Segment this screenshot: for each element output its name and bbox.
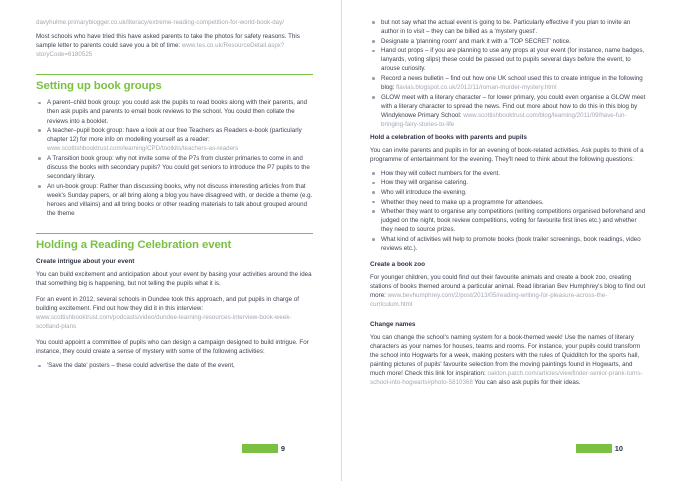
top-url-paragraph [36, 18, 313, 27]
bullet-url-link[interactable]: www.scottishbooktrust.com/blog/learning/2011/09/have-fun-bringing-fairy-stories-to-life [381, 111, 627, 129]
list-item [36, 98, 313, 125]
bullet-text: Whether they want to organise any competitions (writing competitions organised beforehand and judged on the night, book review competitions, voting for favourite first lines etc.) and whether they need to source prizes. [381, 208, 646, 234]
bullet-text: Who will introduce the evening. [381, 189, 467, 196]
list-item [370, 93, 647, 129]
bullet-text: A teacher–pupil book group: have a look at our free Teachers as Readers e-book (particularly chapter 12) for more info on modelling yourself as a reader: [47, 127, 302, 144]
book-zoo-url-link[interactable]: www.bevhumphrey.com/2/post/2013/05/reading-writing-for-pleasure-across-the-curriculum.html [370, 291, 608, 308]
subheading-hold-celebration: Hold a celebration of books with parents and pupils [370, 134, 527, 142]
section-heading-celebration: Holding a Reading Celebration event [36, 239, 232, 252]
list-item [36, 182, 313, 218]
spacer [36, 225, 313, 233]
page-right-column [370, 18, 647, 481]
intrigue-paragraph-3: You could appoint a committee of pupils who can design a campaign designed to build intrigue. For instance, they could create a sense of mystery with some of the following activities: [36, 339, 309, 356]
bullet-text: A parent–child book group: you could ask the pupils to read books along with their parents, and then ask pupils and parents to email book reviews to the school. You could then collate the reviews into a booklet. [47, 99, 308, 125]
list-item [370, 37, 647, 46]
book-zoo-text: For younger children, you could find out their favourite animals and create a book zoo, creating stations of books themed around a particular animal. Read librarian Bev Humphrey's blog to find out more: [370, 273, 646, 299]
intrigue-paragraph-2-text: For an event in 2012, several schools in Dundee took this approach, and put pupils in charge of building excitement. Find out how they did it in this interview: [36, 295, 299, 312]
page-right [342, 0, 683, 481]
list-item [370, 178, 647, 187]
page-left-column [36, 18, 313, 481]
list-item [370, 46, 647, 73]
bullet-text: How they will organise catering. [381, 179, 469, 187]
list-item [370, 74, 647, 92]
subheading-create-intrigue: Create intrigue about your event [36, 258, 135, 266]
folio-accent-bar [242, 444, 278, 454]
subheading-change-names: Change names [370, 321, 416, 329]
hogwarts-url-link[interactable]: oakton.patch.com/articles/viewfinder-senior-prank-turns-school-into-hogwarts#photo-5810368 [370, 369, 643, 386]
bullet-text: Hand out props – if you are planning to use any props at your event (for instance, name badges, lanyards, voting slips) these could be passed out to pupils several days before the event, to arouse curiosity. [381, 47, 645, 73]
intrigue-bullet-list-continued [370, 18, 647, 129]
intrigue-bullet-list [36, 361, 313, 370]
list-item [370, 169, 647, 178]
intro-url-link[interactable]: www.tes.co.uk/ResourceDetail.aspx?storyCode=6180525 [36, 42, 285, 59]
book-groups-bullet-list [36, 98, 313, 218]
intro-paragraph [36, 32, 313, 59]
change-names-paragraph [370, 333, 647, 388]
list-item [370, 235, 647, 253]
intrigue-paragraph-2 [36, 295, 313, 331]
page-folio-right [576, 444, 623, 454]
bullet-text: 'Save the date' posters – these could advertise the date of the event, [47, 362, 235, 370]
page-number: 9 [280, 443, 285, 453]
intrigue-paragraph-1: You can build excitement and anticipation about your event by basing your activities around the idea that something big is happening, but not telling the pupils what it is. [36, 270, 312, 287]
bullet-url-link[interactable]: www.scottishbooktrust.com/learning/CPD/toolkits/teachers-as-readers [47, 145, 239, 153]
section-heading-book-groups-wrap [36, 74, 313, 93]
list-item [36, 361, 313, 370]
top-url-link[interactable]: davyhulme.primaryblogger.co.uk/literacy/extreme-reading-competition-for-world-book-day/ [36, 19, 284, 26]
change-names-text: You can change the school's naming system for a book-themed week! Use the names of literary characters as your names for houses, teams and rooms. For instance, your pupils could transform the school into Hogwarts for a week, making posters with the rules of Quidditch for the sports hall, painting pictures of pupils' favourite selection from the moving paintings found in Hogwarts, and much more! Check this link for inspiration: [370, 333, 641, 377]
list-item [36, 154, 313, 181]
section-heading-book-groups: Setting up book groups [36, 80, 162, 93]
celebration-question-list [370, 169, 647, 253]
change-names-text-after: You can also ask pupils for their ideas. [472, 379, 581, 386]
list-item [370, 207, 647, 234]
spacer [36, 66, 313, 74]
bullet-continuation-text: but not say what the actual event is going to be. Particularly effective if you plan to invite an author in to visit – they can be billed as a 'mystery guest'. [381, 19, 631, 36]
page-folio-left [242, 444, 285, 454]
page-number: 10 [614, 443, 623, 453]
dundee-interview-url-link[interactable]: www.scottishbooktrust.com/podcasts/video/dundee-learning-resources-interview-book-week-scotland-plans [36, 313, 292, 331]
bullet-text: GLOW meet with a literary character – for lower primary, you could even organise a GLOW meet with a literary character to spread the news. Find out more about how to do this in this blog by Windyknowe Primary School: [381, 93, 646, 119]
list-item [36, 126, 313, 153]
page-left [0, 0, 341, 481]
bullet-url-link[interactable]: flavias.blogspot.co.uk/2012/11/roman-murder-mystery.html [396, 84, 557, 92]
folio-accent-bar [576, 444, 612, 454]
intro-paragraph-text: Most schools who have tried this have asked parents to take the photos for safety reasons. This sample letter to parents could save you a bit of time: [36, 33, 300, 50]
bullet-text: Designate a 'planning room' and mark it with a 'TOP SECRET' notice. [381, 37, 571, 45]
list-item [370, 198, 647, 207]
bullet-text: How they will collect numbers for the event. [381, 169, 500, 177]
bullet-text: Record a news bulletin – find out how one UK school used this to create intrigue in the following blog: [381, 75, 643, 92]
list-item-continuation [370, 18, 647, 36]
bullet-text: An un-book group: Rather than discussing books, why not discuss interesting articles from that week's Sunday papers, or all bring along a blog you have disagreed with, or decide a theme (e.g. heroes and villains) and all bring books or other reading materials to talk about grouped around the theme [47, 182, 313, 217]
bullet-text: A Transition book group: why not invite some of the P7s from cluster primaries to come in and discuss the books with secondary pupils? You could get seniors to introduce the P7 pupils to the secondary library. [47, 154, 310, 181]
section-heading-celebration-wrap [36, 233, 313, 252]
bullet-text: Whether they need to make up a programme for attendees. [381, 198, 544, 206]
celebration-intro-paragraph: You can invite parents and pupils in for an evening of book-related activities. Ask pupils to think of a programme of entertainment for the evening. They'll need to think about the following questions: [370, 146, 644, 163]
subheading-book-zoo: Create a book zoo [370, 261, 426, 269]
list-item [370, 188, 647, 197]
bullet-text: What kind of activities will help to promote books (book trailer screenings, book readings, video reviews etc.). [381, 235, 641, 253]
book-zoo-paragraph [370, 273, 647, 309]
